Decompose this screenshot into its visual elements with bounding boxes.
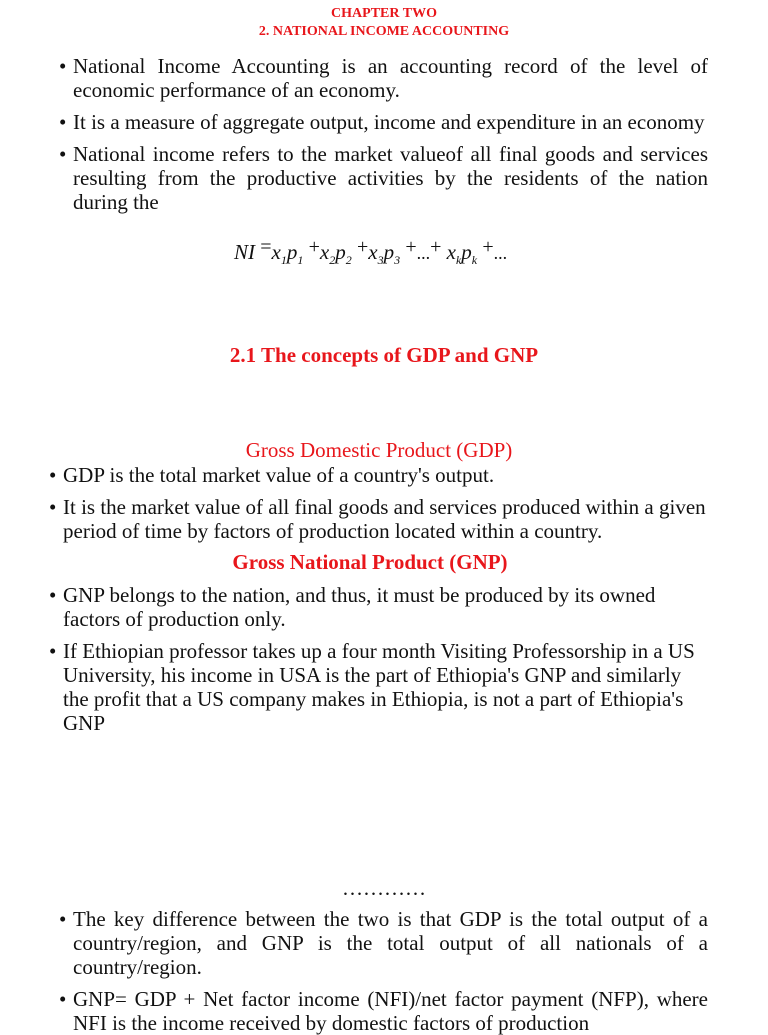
list-item: [59, 142, 708, 214]
formula-ellipsis: ...: [416, 243, 431, 263]
formula-term: $x_3p_3$: [368, 240, 401, 268]
difference-bullet-list: [59, 907, 708, 1035]
bullet-text: National income refers to the market valueof all final goods and services resulting from the productive activities by the residents of the nation during the: [73, 142, 708, 214]
bullet-text: If Ethiopian professor takes up a four month Visiting Professorship in a US University, his income in USA is the part of Ethiopia's GNP and similarly the profit that a US company makes in Ethiopia, is not a part of Ethiopia's GNP: [63, 639, 695, 735]
bullet-text: GDP is the total market value of a country's output.: [63, 463, 495, 487]
formula-term: $x_kp_k$: [446, 240, 478, 268]
bullet-text: GNP= GDP + Net factor income (NFI)/net factor payment (NFP), where NFI is the income received by domestic factors of production: [73, 987, 708, 1035]
bullet-marker: •: [49, 639, 57, 663]
gnp-title: Gross National Product (GNP): [232, 550, 508, 574]
list-item: [59, 54, 708, 102]
list-item: [49, 463, 708, 487]
bullet-text: GNP belongs to the nation, and thus, it must be produced by its owned factors of production only.: [63, 583, 656, 631]
section-title: 2.1 The concepts of GDP and GNP: [229, 343, 539, 367]
bullet-text: It is a measure of aggregate output, income and expenditure in an economy: [73, 110, 705, 134]
list-item: [49, 639, 708, 735]
bullet-marker: •: [59, 142, 67, 166]
bullet-marker: •: [49, 463, 57, 487]
list-item: [49, 495, 708, 543]
formula-ellipsis: ...: [493, 243, 508, 263]
list-item: [49, 583, 708, 631]
national-income-formula: [234, 236, 507, 268]
formula-term: $x_1p_1$: [271, 240, 304, 268]
bullet-marker: •: [59, 907, 67, 931]
bullet-marker: •: [49, 495, 57, 519]
gdp-title: Gross Domestic Product (GDP): [245, 438, 513, 462]
bullet-marker: •: [59, 110, 67, 134]
bullet-text: The key difference between the two is that GDP is the total output of a country/region, and GNP is the total output of all nationals of a country/region.: [73, 907, 708, 979]
list-item: [59, 987, 708, 1035]
formula-plus: +: [405, 236, 417, 258]
gnp-bullet-list: [49, 583, 708, 735]
formula-plus: +: [308, 236, 320, 258]
formula-plus: +: [356, 236, 369, 258]
intro-bullet-list: [59, 54, 708, 214]
bullet-text: It is the market value of all final goods and services produced within a given period of time by factors of production located within a country.: [63, 495, 706, 543]
chapter-title: CHAPTER TWO: [331, 6, 437, 21]
formula-plus: +: [482, 236, 494, 258]
gdp-bullet-list: [49, 463, 708, 543]
bullet-marker: •: [49, 583, 57, 607]
formula-lhs: NI: [234, 240, 255, 264]
bullet-text: National Income Accounting is an accounting record of the level of economic performance of an economy.: [73, 54, 708, 102]
bullet-marker: •: [59, 54, 67, 78]
page-separator: …………: [342, 876, 426, 900]
formula-plus: +: [430, 236, 442, 258]
formula-term: $x_2p_2$: [319, 240, 352, 268]
bullet-marker: •: [59, 987, 67, 1011]
chapter-subtitle: 2. NATIONAL INCOME ACCOUNTING: [258, 24, 510, 39]
formula-equals: =: [260, 236, 272, 258]
list-item: [59, 110, 708, 134]
list-item: [59, 907, 708, 979]
